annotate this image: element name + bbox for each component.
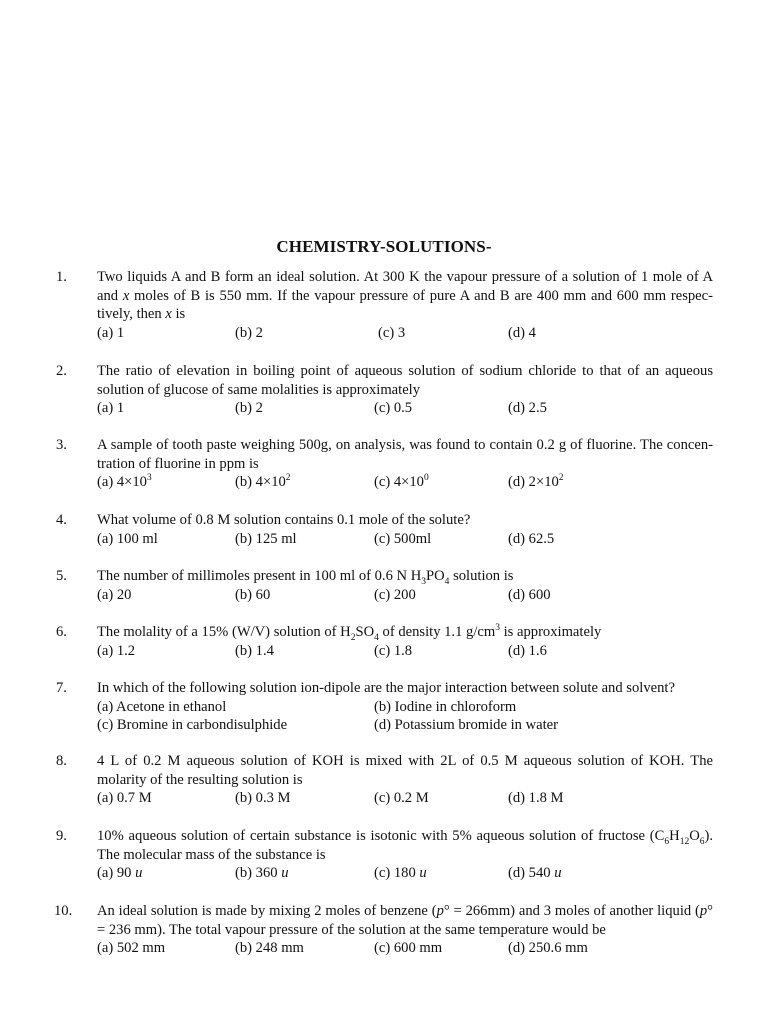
option-a: (a) 0.7 M bbox=[97, 790, 152, 806]
option-a: (a) 1 bbox=[97, 400, 125, 416]
option-b: (b) 360 u bbox=[235, 865, 289, 881]
option-c: (c) 180 u bbox=[374, 865, 427, 881]
option-c: (c) $4\times 10^0$ bbox=[374, 473, 429, 490]
question-text: Two liquids A and B form an ideal solution. At 300 K the vapour pressure of a solution of 1 mole of A and x moles of B is 550 mm. If the vapour pressure of pure A and B are 400 mm and 600 mm respec-tively, then x is bbox=[97, 269, 713, 322]
option-a: (a) 1 bbox=[97, 324, 125, 341]
question-number: 7. bbox=[56, 680, 67, 696]
question-text: The ratio of elevation in boiling point of aqueous solution of sodium chloride to that of an aqueous solution of glucose of same molalities is approximately bbox=[97, 363, 713, 398]
option-b: (b) 2 bbox=[235, 324, 263, 341]
option-d: (d) 4 bbox=[508, 324, 536, 341]
option-b: (b) 0.3 M bbox=[235, 790, 291, 806]
question-text: The number of millimoles present in 100 ml of 0.6 N $H_3PO_4$ solution is bbox=[97, 568, 514, 587]
option-d: (d) $2\times 10^2$ bbox=[508, 473, 564, 490]
option-a: (a) 90 u bbox=[97, 865, 143, 881]
question-number: 3. bbox=[56, 437, 67, 453]
option-b: (b) 248 mm bbox=[235, 940, 304, 956]
question-text: A sample of tooth paste weighing 500g, on analysis, was found to contain 0.2 g of fluorine. The concen-tration of fluorine in ppm is bbox=[97, 437, 713, 472]
option-a: (a) Acetone in ethanol bbox=[97, 698, 227, 715]
question-number: 6. bbox=[56, 624, 67, 640]
option-a: (a) 502 mm bbox=[97, 940, 166, 956]
option-b: (b) 1.4 bbox=[235, 642, 274, 659]
option-c: (c) 600 mm bbox=[374, 940, 443, 956]
question-text: What volume of 0.8 M solution contains 0.1 mole of the solute? bbox=[97, 512, 471, 528]
option-d: (d) Potassium bromide in water bbox=[374, 717, 559, 733]
option-b: (b) 60 bbox=[235, 586, 271, 603]
option-d: (d) 540 u bbox=[508, 865, 562, 881]
option-a: (a) $4\times 10^3$ bbox=[97, 473, 152, 490]
option-d: (d) 600 bbox=[508, 586, 551, 603]
option-c: (c) 1.8 bbox=[374, 642, 413, 659]
option-c: (c) 3 bbox=[378, 324, 406, 341]
question-number: 1. bbox=[56, 269, 67, 285]
question-text: An ideal solution is made by mixing 2 moles of benzene (p° = 266mm) and 3 moles of another liquid (p° = 236 mm). The total vapour pressure of the solution at the same temperature would be bbox=[97, 903, 713, 938]
option-b: (b) $4\times 10^2$ bbox=[235, 473, 291, 490]
option-a: (a) 20 bbox=[97, 586, 132, 603]
option-b: (b) Iodine in chloroform bbox=[374, 698, 517, 715]
question-number: 9. bbox=[56, 828, 67, 844]
question-number: 4. bbox=[56, 512, 67, 528]
option-c: (c) 0.5 bbox=[374, 400, 413, 416]
option-d: (d) 62.5 bbox=[508, 530, 555, 547]
question-text: The molality of a 15% (W/V) solution of $H_2SO_4$ of density 1.1 $g/cm^3$ is approximately bbox=[97, 623, 602, 643]
question-number: 8. bbox=[56, 753, 67, 769]
option-d: (d) 2.5 bbox=[508, 400, 547, 416]
question-text: 4 L of 0.2 M aqueous solution of KOH is mixed with 2L of 0.5 M aqueous solution of KOH. The molarity of the resulting solution is bbox=[97, 753, 713, 788]
option-b: (b) 2 bbox=[235, 400, 263, 416]
option-d: (d) 1.8 M bbox=[508, 790, 564, 806]
option-c: (c) 500ml bbox=[374, 530, 432, 547]
option-d: (d) 250.6 mm bbox=[508, 940, 588, 956]
question-text: 10% aqueous solution of certain substance is isotonic with 5% aqueous solution of fructose $(C_6H_{12}O_6)$. The molecular mass of the substance is bbox=[97, 828, 713, 863]
option-c: (c) Bromine in carbondisulphide bbox=[97, 717, 288, 733]
option-c: (c) 0.2 M bbox=[374, 790, 429, 806]
option-b: (b) 125 ml bbox=[235, 530, 297, 547]
option-c: (c) 200 bbox=[374, 586, 416, 603]
question-number: 5. bbox=[56, 568, 67, 584]
page-title: CHEMISTRY-SOLUTIONS- bbox=[276, 237, 492, 256]
option-a: (a) 1.2 bbox=[97, 642, 136, 659]
question-text: In which of the following solution ion-dipole are the major interaction between solute and solvent? bbox=[97, 680, 675, 696]
question-number: 2. bbox=[56, 363, 67, 379]
option-a: (a) 100 ml bbox=[97, 530, 158, 547]
question-number: 10. bbox=[54, 903, 73, 919]
option-d: (d) 1.6 bbox=[508, 642, 547, 659]
